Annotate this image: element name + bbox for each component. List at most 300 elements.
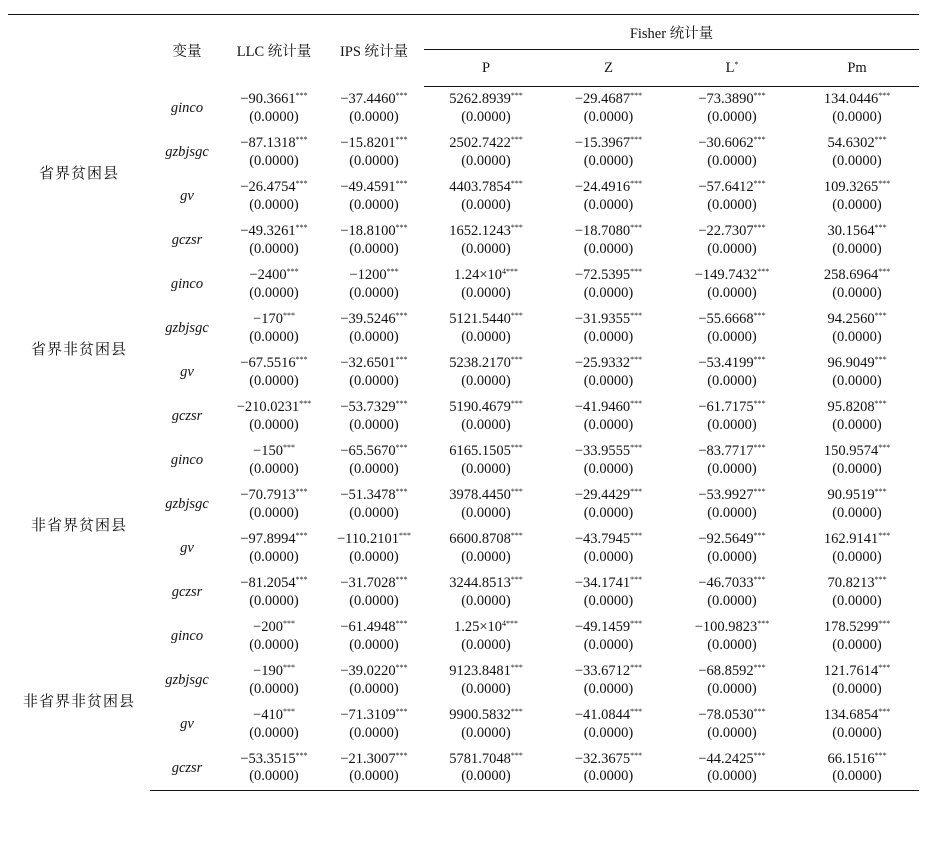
cell-fisher-z bbox=[548, 483, 669, 527]
statistic-number: 5121.5440 bbox=[449, 311, 511, 327]
p-value: (0.0000) bbox=[707, 240, 757, 257]
statistic-number: −53.4199 bbox=[698, 355, 754, 371]
statistic-value bbox=[424, 443, 548, 461]
variable-name: gv bbox=[180, 715, 194, 732]
significance-stars: *** bbox=[753, 575, 766, 584]
cell-fisher-z bbox=[548, 351, 669, 395]
p-value: (0.0000) bbox=[249, 636, 299, 653]
cell-fisher-pm bbox=[795, 615, 919, 659]
statistic-number: −22.7307 bbox=[698, 223, 754, 239]
significance-stars: *** bbox=[630, 179, 643, 188]
statistic-number: −410 bbox=[253, 707, 283, 723]
cell-llc bbox=[224, 747, 324, 791]
significance-stars: *** bbox=[510, 443, 523, 452]
variable-name: ginco bbox=[170, 275, 204, 292]
statistic-number: 70.8213 bbox=[827, 575, 875, 591]
statistic-value bbox=[669, 487, 795, 505]
p-value: (0.0000) bbox=[832, 460, 882, 477]
statistic-number: 9123.8481 bbox=[449, 663, 511, 679]
statistic-value bbox=[324, 531, 424, 549]
statistic-value bbox=[669, 751, 795, 769]
significance-stars: *** bbox=[510, 91, 523, 101]
statistic-value bbox=[324, 399, 424, 417]
statistic-number: −68.8592 bbox=[698, 663, 754, 679]
p-value: (0.0000) bbox=[349, 328, 399, 345]
p-value: (0.0000) bbox=[349, 724, 399, 741]
statistic-value bbox=[548, 619, 669, 637]
significance-stars: *** bbox=[295, 750, 308, 760]
cell-fisher-pm bbox=[795, 87, 919, 131]
p-value: (0.0000) bbox=[832, 504, 882, 521]
significance-stars: *** bbox=[878, 267, 891, 276]
p-value: (0.0000) bbox=[583, 152, 634, 169]
statistic-value bbox=[548, 135, 669, 153]
p-value: (0.0000) bbox=[249, 548, 299, 565]
significance-stars: *** bbox=[630, 663, 643, 672]
statistic-value bbox=[424, 223, 548, 241]
variable-name: gzbjsgc bbox=[165, 319, 209, 336]
statistic-number: −37.4460 bbox=[340, 91, 396, 107]
p-value: (0.0000) bbox=[832, 152, 882, 169]
p-value: (0.0000) bbox=[832, 680, 882, 697]
cell-fisher-l bbox=[669, 659, 795, 703]
p-value: (0.0000) bbox=[349, 416, 399, 433]
cell-fisher-l bbox=[669, 219, 795, 263]
p-value: (0.0000) bbox=[583, 724, 634, 741]
significance-stars: *** bbox=[874, 399, 887, 408]
statistic-number: −97.8994 bbox=[240, 531, 296, 547]
significance-stars: *** bbox=[753, 179, 766, 188]
p-value: (0.0000) bbox=[349, 548, 399, 565]
significance-stars: *** bbox=[395, 399, 408, 408]
p-value: (0.0000) bbox=[583, 372, 634, 389]
significance-stars: *** bbox=[510, 663, 523, 672]
significance-stars: *** bbox=[295, 223, 308, 232]
statistic-number: −41.9460 bbox=[574, 399, 631, 415]
cell-ips bbox=[324, 87, 424, 131]
statistic-number: 5190.4679 bbox=[449, 399, 511, 415]
significance-stars: *** bbox=[399, 531, 411, 540]
significance-stars: *** bbox=[753, 135, 766, 144]
p-value: (0.0000) bbox=[249, 240, 299, 257]
statistic-value bbox=[324, 619, 424, 637]
statistic-value bbox=[669, 531, 795, 549]
significance-stars: *** bbox=[630, 575, 643, 584]
statistic-value bbox=[224, 443, 324, 461]
cell-llc bbox=[224, 571, 324, 615]
statistic-value bbox=[795, 311, 919, 329]
cell-fisher-pm bbox=[795, 351, 919, 395]
cell-fisher-p bbox=[424, 175, 548, 219]
statistic-number: −32.6501 bbox=[340, 355, 396, 371]
statistic-number: −44.2425 bbox=[698, 750, 754, 767]
cell-fisher-z bbox=[548, 131, 669, 175]
p-value: (0.0000) bbox=[349, 460, 399, 477]
statistic-value bbox=[548, 223, 669, 241]
significance-stars: *** bbox=[395, 443, 408, 452]
statistic-value bbox=[548, 311, 669, 329]
p-value: (0.0000) bbox=[832, 108, 882, 125]
statistic-number: −200 bbox=[253, 619, 283, 635]
p-value: (0.0000) bbox=[583, 328, 634, 345]
p-value: (0.0000) bbox=[832, 724, 882, 741]
p-value: (0.0000) bbox=[461, 724, 511, 741]
cell-ips bbox=[324, 131, 424, 175]
statistic-number: −43.7945 bbox=[574, 531, 631, 547]
statistic-value bbox=[795, 267, 919, 285]
statistic-value bbox=[224, 179, 324, 197]
statistic-number: −87.1318 bbox=[240, 135, 296, 151]
p-value: (0.0000) bbox=[249, 328, 299, 345]
significance-stars: *** bbox=[753, 311, 766, 320]
variable-name: ginco bbox=[170, 451, 204, 468]
cell-fisher-p bbox=[424, 483, 548, 527]
statistic-number: −61.4948 bbox=[340, 619, 396, 635]
cell-fisher-p bbox=[424, 395, 548, 439]
variable-name: ginco bbox=[170, 627, 204, 644]
statistic-value bbox=[424, 619, 548, 637]
header-fisher: Fisher 统计量 bbox=[424, 15, 919, 50]
p-value: (0.0000) bbox=[832, 328, 882, 345]
cell-ips bbox=[324, 483, 424, 527]
cell-fisher-l bbox=[669, 527, 795, 571]
statistic-value bbox=[669, 399, 795, 417]
cell-llc bbox=[224, 351, 324, 395]
significance-stars: *** bbox=[386, 267, 399, 276]
significance-stars: *** bbox=[630, 91, 643, 101]
statistic-value bbox=[548, 355, 669, 373]
statistic-value bbox=[424, 91, 548, 109]
p-value: (0.0000) bbox=[461, 240, 511, 257]
statistic-number: 178.5299 bbox=[823, 619, 879, 635]
p-value: (0.0000) bbox=[349, 636, 399, 653]
statistic-value bbox=[548, 531, 669, 549]
cell-fisher-pm bbox=[795, 571, 919, 615]
significance-stars: *** bbox=[630, 443, 643, 452]
cell-fisher-pm bbox=[795, 263, 919, 307]
cell-fisher-p bbox=[424, 351, 548, 395]
variable-name: gzbjsgc bbox=[165, 671, 209, 688]
statistic-number: 162.9141 bbox=[823, 531, 879, 547]
statistic-value bbox=[548, 487, 669, 505]
header-fisher-pm: Pm bbox=[795, 50, 919, 87]
statistic-number: −26.4754 bbox=[240, 179, 296, 195]
significance-stars: *** bbox=[630, 487, 643, 496]
p-value: (0.0000) bbox=[707, 724, 757, 741]
statistic-value bbox=[324, 355, 424, 373]
cell-llc bbox=[224, 615, 324, 659]
p-value: (0.0000) bbox=[349, 680, 399, 697]
header-group-blank bbox=[8, 15, 150, 87]
statistic-value bbox=[324, 751, 424, 769]
p-value: (0.0000) bbox=[249, 372, 299, 389]
statistic-number: −32.3675 bbox=[574, 750, 631, 767]
cell-fisher-l bbox=[669, 439, 795, 483]
statistic-value bbox=[548, 399, 669, 417]
cell-fisher-l bbox=[669, 483, 795, 527]
cell-fisher-l bbox=[669, 703, 795, 747]
statistic-value bbox=[795, 707, 919, 725]
cell-fisher-z bbox=[548, 219, 669, 263]
p-value: (0.0000) bbox=[461, 592, 511, 609]
significance-stars: *** bbox=[395, 750, 408, 760]
statistic-value bbox=[669, 267, 795, 285]
statistic-number: 6600.8708 bbox=[449, 531, 511, 547]
cell-fisher-l bbox=[669, 175, 795, 219]
significance-stars: *** bbox=[874, 487, 887, 496]
cell-llc bbox=[224, 175, 324, 219]
statistic-value bbox=[669, 135, 795, 153]
statistic-number: −2400 bbox=[249, 267, 287, 283]
statistic-number: 258.6964 bbox=[823, 267, 879, 283]
cell-fisher-l bbox=[669, 351, 795, 395]
cell-fisher-pm bbox=[795, 131, 919, 175]
statistic-value bbox=[224, 575, 324, 593]
p-value: (0.0000) bbox=[707, 460, 757, 477]
significance-stars: *** bbox=[395, 707, 408, 716]
table-header bbox=[8, 15, 919, 87]
p-value: (0.0000) bbox=[349, 284, 399, 301]
statistic-number: −53.7329 bbox=[340, 399, 396, 415]
p-value: (0.0000) bbox=[832, 196, 882, 213]
cell-ips bbox=[324, 659, 424, 703]
significance-stars: *** bbox=[630, 223, 643, 232]
p-value: (0.0000) bbox=[583, 416, 634, 433]
statistic-value bbox=[324, 663, 424, 681]
statistic-number: −110.2101 bbox=[336, 531, 399, 547]
cell-ips bbox=[324, 439, 424, 483]
p-value: (0.0000) bbox=[707, 328, 757, 345]
p-value: (0.0000) bbox=[461, 460, 511, 477]
p-value: (0.0000) bbox=[707, 636, 757, 653]
statistic-number: −33.9555 bbox=[574, 443, 631, 459]
p-value: (0.0000) bbox=[349, 196, 399, 213]
significance-stars: *** bbox=[395, 91, 408, 100]
p-value: (0.0000) bbox=[832, 768, 882, 785]
cell-fisher-l bbox=[669, 131, 795, 175]
p-value: (0.0000) bbox=[707, 416, 757, 433]
cell-ips bbox=[324, 219, 424, 263]
variable-name: gczsr bbox=[171, 231, 203, 248]
significance-stars: *** bbox=[630, 619, 643, 628]
statistic-number: −71.3109 bbox=[340, 707, 396, 723]
statistic-value bbox=[548, 663, 669, 681]
significance-stars: *** bbox=[395, 179, 408, 188]
statistic-number: −18.7080 bbox=[574, 223, 631, 239]
significance-stars: *** bbox=[630, 135, 643, 144]
statistic-number: 3244.8513 bbox=[449, 575, 511, 591]
statistic-value bbox=[324, 575, 424, 593]
cell-fisher-pm bbox=[795, 175, 919, 219]
p-value: (0.0000) bbox=[583, 680, 634, 697]
statistic-number: −210.0231 bbox=[236, 399, 300, 415]
p-value: (0.0000) bbox=[583, 196, 634, 213]
header-llc: LLC 统计量 bbox=[224, 15, 324, 87]
statistic-number: −78.0530 bbox=[698, 707, 754, 723]
p-value: (0.0000) bbox=[707, 680, 757, 697]
significance-stars: *** bbox=[510, 179, 523, 188]
significance-stars: *** bbox=[282, 707, 295, 716]
significance-stars: *** bbox=[295, 531, 308, 540]
statistic-number: 4403.7854 bbox=[449, 179, 511, 195]
significance-stars: *** bbox=[295, 575, 308, 584]
p-value: (0.0000) bbox=[249, 416, 299, 433]
significance-stars: *** bbox=[286, 267, 299, 276]
p-value: (0.0000) bbox=[832, 592, 882, 609]
cell-ips bbox=[324, 747, 424, 791]
significance-stars: *** bbox=[753, 355, 766, 364]
statistic-value bbox=[795, 751, 919, 769]
cell-ips bbox=[324, 571, 424, 615]
p-value: (0.0000) bbox=[461, 504, 511, 521]
p-value: (0.0000) bbox=[832, 240, 882, 257]
statistic-value bbox=[795, 575, 919, 593]
statistic-number: 3978.4450 bbox=[449, 487, 511, 503]
statistic-value bbox=[424, 575, 548, 593]
p-value: (0.0000) bbox=[583, 284, 634, 301]
statistic-value bbox=[424, 311, 548, 329]
p-value: (0.0000) bbox=[461, 548, 511, 565]
statistic-value bbox=[795, 399, 919, 417]
significance-stars: *** bbox=[295, 487, 308, 496]
unit-root-test-table bbox=[8, 14, 919, 791]
statistic-number: −34.1741 bbox=[574, 575, 631, 591]
significance-stars: *** bbox=[874, 575, 887, 584]
statistic-value bbox=[224, 751, 324, 769]
p-value: (0.0000) bbox=[249, 768, 299, 785]
statistic-number: 96.9049 bbox=[827, 355, 875, 371]
cell-llc bbox=[224, 219, 324, 263]
statistic-number: −24.4916 bbox=[574, 179, 631, 195]
header-fisher-p: P bbox=[424, 50, 548, 87]
significance-stars: *** bbox=[757, 619, 770, 628]
significance-stars: *** bbox=[878, 91, 891, 101]
significance-stars: *** bbox=[753, 663, 766, 672]
cell-fisher-l bbox=[669, 307, 795, 351]
statistic-value bbox=[669, 707, 795, 725]
statistic-value bbox=[795, 355, 919, 373]
cell-fisher-l bbox=[669, 395, 795, 439]
statistic-value bbox=[424, 267, 548, 285]
statistic-number: −67.5516 bbox=[240, 355, 296, 371]
statistic-number: 94.2560 bbox=[827, 311, 875, 327]
header-fisher-l-star: * bbox=[734, 59, 739, 69]
header-fisher-l bbox=[669, 50, 795, 87]
statistic-number: −90.3661 bbox=[240, 91, 296, 107]
significance-stars: *** bbox=[510, 223, 523, 232]
statistic-number: −73.3890 bbox=[698, 91, 754, 108]
statistic-value bbox=[324, 487, 424, 505]
p-value: (0.0000) bbox=[707, 504, 757, 521]
statistic-value bbox=[224, 91, 324, 109]
cell-ips bbox=[324, 307, 424, 351]
significance-stars: *** bbox=[753, 91, 766, 101]
statistic-value bbox=[548, 443, 669, 461]
statistic-number: 9900.5832 bbox=[449, 707, 511, 723]
statistic-value bbox=[795, 179, 919, 197]
statistic-number: −55.6668 bbox=[698, 311, 754, 327]
cell-fisher-z bbox=[548, 175, 669, 219]
statistic-value bbox=[795, 135, 919, 153]
cell-fisher-l bbox=[669, 571, 795, 615]
cell-fisher-l bbox=[669, 87, 795, 131]
significance-stars: *** bbox=[510, 399, 523, 408]
variable-name: gv bbox=[180, 539, 194, 556]
p-value: (0.0000) bbox=[707, 196, 757, 213]
statistic-number: −39.0220 bbox=[340, 663, 396, 679]
statistic-value bbox=[548, 575, 669, 593]
p-value: (0.0000) bbox=[707, 548, 757, 565]
table-row bbox=[8, 439, 919, 483]
group-label: 非省界非贫困县 bbox=[22, 693, 135, 710]
statistic-value bbox=[424, 399, 548, 417]
statistic-number: 150.9574 bbox=[823, 443, 879, 459]
statistic-number: 2502.7422 bbox=[449, 135, 511, 151]
cell-fisher-p bbox=[424, 439, 548, 483]
cell-fisher-l bbox=[669, 263, 795, 307]
p-value: (0.0000) bbox=[707, 108, 757, 125]
statistic-number: −29.4429 bbox=[574, 487, 631, 503]
cell-fisher-z bbox=[548, 263, 669, 307]
cell-ips bbox=[324, 351, 424, 395]
statistic-number: −49.1459 bbox=[574, 619, 631, 635]
cell-ips bbox=[324, 395, 424, 439]
cell-fisher-p bbox=[424, 307, 548, 351]
significance-stars: *** bbox=[753, 707, 766, 716]
cell-fisher-z bbox=[548, 747, 669, 791]
p-value: (0.0000) bbox=[349, 372, 399, 389]
statistic-number: −61.7175 bbox=[698, 399, 754, 415]
significance-stars: *** bbox=[757, 267, 770, 276]
p-value: (0.0000) bbox=[461, 636, 511, 653]
significance-stars: *** bbox=[874, 223, 887, 232]
statistic-value bbox=[224, 487, 324, 505]
statistic-value bbox=[224, 223, 324, 241]
significance-stars: *** bbox=[299, 399, 312, 408]
p-value: (0.0000) bbox=[583, 108, 634, 125]
statistic-value bbox=[424, 179, 548, 197]
p-value: (0.0000) bbox=[461, 680, 511, 697]
cell-fisher-pm bbox=[795, 307, 919, 351]
table-row bbox=[8, 87, 919, 131]
statistic-value bbox=[224, 311, 324, 329]
statistic-number: 134.6854 bbox=[823, 707, 879, 723]
statistic-number: 90.9519 bbox=[827, 487, 875, 503]
cell-fisher-p bbox=[424, 659, 548, 703]
cell-fisher-z bbox=[548, 615, 669, 659]
significance-stars: *** bbox=[878, 443, 891, 452]
cell-fisher-p bbox=[424, 527, 548, 571]
significance-stars: *** bbox=[395, 575, 408, 584]
p-value: (0.0000) bbox=[583, 636, 634, 653]
statistic-value bbox=[424, 663, 548, 681]
significance-stars: *** bbox=[395, 487, 408, 496]
p-value: (0.0000) bbox=[349, 768, 399, 785]
cell-fisher-z bbox=[548, 395, 669, 439]
statistic-value bbox=[424, 487, 548, 505]
significance-stars: *** bbox=[282, 619, 295, 628]
statistic-number: −150 bbox=[253, 443, 283, 459]
statistic-number: 30.1564 bbox=[827, 223, 875, 239]
cell-fisher-z bbox=[548, 439, 669, 483]
statistic-number: −46.7033 bbox=[698, 575, 754, 591]
statistic-value bbox=[324, 91, 424, 109]
header-fisher-l-label: L bbox=[725, 59, 735, 76]
table-row bbox=[8, 615, 919, 659]
p-value: (0.0000) bbox=[249, 108, 299, 125]
p-value: (0.0000) bbox=[707, 592, 757, 609]
p-value: (0.0000) bbox=[461, 108, 511, 125]
